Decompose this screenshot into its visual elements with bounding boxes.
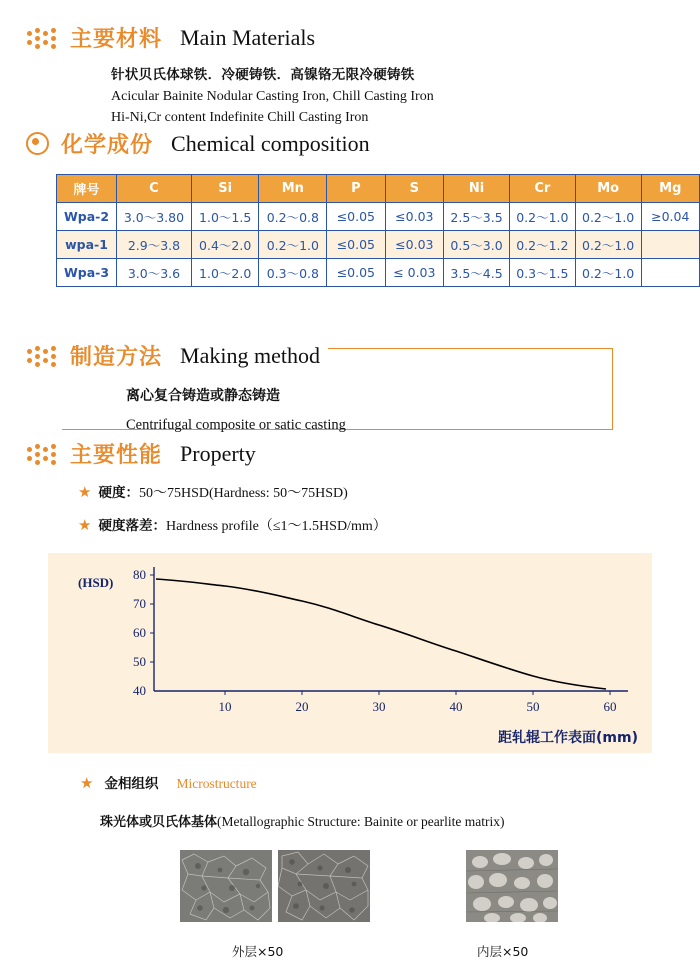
y-tick-80: 80 bbox=[133, 567, 146, 582]
column-header-s: S bbox=[385, 175, 444, 203]
microstructure-image-outer-2 bbox=[278, 850, 370, 922]
cell-mn: 0.3～0.8 bbox=[259, 259, 327, 287]
cell-mg: ≥0.04 bbox=[641, 203, 699, 231]
property-item-cn: 硬度落差： bbox=[98, 518, 166, 534]
dots-icon bbox=[26, 28, 60, 48]
property-title-en: Property bbox=[180, 440, 256, 466]
column-header-p: P bbox=[327, 175, 385, 203]
y-tick-50: 50 bbox=[133, 654, 146, 669]
making-method-body-en: Centrifugal composite or satic casting bbox=[126, 417, 346, 433]
cell-s: ≤0.03 bbox=[385, 231, 444, 259]
microstructure-title-en: Microstructure bbox=[176, 776, 257, 791]
cell-p: ≤0.05 bbox=[327, 231, 385, 259]
hardness-profile-chart bbox=[48, 553, 652, 753]
chart-line-series-1 bbox=[156, 579, 606, 689]
making-method-title-en: Making method bbox=[180, 342, 320, 368]
chart-svg bbox=[48, 553, 652, 753]
microstructure-caption-inner: 内层×50 bbox=[477, 944, 529, 959]
table-row bbox=[57, 259, 700, 287]
column-header-si: Si bbox=[191, 175, 259, 203]
cell-cr: 0.3～1.5 bbox=[509, 259, 575, 287]
main-materials-heading bbox=[26, 22, 686, 53]
star-icon: ★ bbox=[80, 775, 94, 792]
chemical-composition-table bbox=[56, 174, 700, 287]
micrograph-svg bbox=[180, 850, 272, 922]
cell-cr: 0.2～1.0 bbox=[509, 203, 575, 231]
y-tick-40: 40 bbox=[133, 683, 146, 698]
microstructure-caption-outer: 外层×50 bbox=[232, 944, 284, 959]
microstructure-image-outer-1 bbox=[180, 850, 272, 922]
cell-p: ≤0.05 bbox=[327, 203, 385, 231]
star-icon: ★ bbox=[78, 485, 92, 502]
microstructure-title-cn: 金相组织 bbox=[104, 776, 159, 792]
property-item-en: Hardness profile（≤1～1.5HSD/mm） bbox=[165, 519, 387, 534]
property-heading bbox=[26, 438, 686, 469]
chemical-title-cn: 化学成份 bbox=[61, 133, 154, 158]
cell-grade: Wpa-2 bbox=[57, 203, 117, 231]
column-header-cr: Cr bbox=[509, 175, 575, 203]
microstructure-image-inner bbox=[466, 850, 558, 922]
y-tick-60: 60 bbox=[133, 625, 146, 640]
cell-mo: 0.2～1.0 bbox=[575, 231, 641, 259]
column-header-mo: Mo bbox=[575, 175, 641, 203]
making-method-title-cn: 制造方法 bbox=[70, 345, 163, 370]
column-header-mn: Mn bbox=[259, 175, 327, 203]
x-tick-20: 20 bbox=[295, 699, 309, 714]
chart-y-axis-label: (HSD) bbox=[78, 575, 114, 590]
making-method-body bbox=[26, 371, 686, 434]
column-header-c: C bbox=[117, 175, 192, 203]
star-icon: ★ bbox=[78, 518, 92, 535]
column-header-grade: 牌号 bbox=[57, 175, 117, 203]
circle-target-icon bbox=[26, 132, 49, 155]
micrograph-svg bbox=[278, 850, 370, 922]
chemical-title-en: Chemical composition bbox=[171, 130, 370, 156]
microstructure-heading bbox=[80, 772, 680, 793]
cell-mn: 0.2～0.8 bbox=[259, 203, 327, 231]
chart-x-axis-label: 距轧辊工作表面(mm) bbox=[498, 730, 638, 746]
main-materials-line-cn: 针状贝氏体球铁．冷硬铸铁．高镍铬无限冷硬铸铁 bbox=[111, 67, 415, 83]
table-row bbox=[57, 231, 700, 259]
main-materials-title-cn: 主要材料 bbox=[70, 27, 163, 52]
cell-mo: 0.2～1.0 bbox=[575, 203, 641, 231]
main-materials-line-en2: Hi-Ni,Cr content Indefinite Chill Casting Iron bbox=[111, 110, 369, 125]
chemical-heading bbox=[26, 128, 686, 159]
property-item-en: 50～75HSD(Hardness: 50～75HSD) bbox=[138, 486, 348, 501]
property-title-cn: 主要性能 bbox=[70, 443, 163, 468]
list-item bbox=[78, 514, 686, 535]
dots-icon bbox=[26, 346, 60, 366]
x-tick-40: 40 bbox=[449, 699, 463, 714]
cell-c: 3.0～3.80 bbox=[117, 203, 192, 231]
x-tick-10: 10 bbox=[218, 699, 232, 714]
making-method-heading bbox=[26, 340, 328, 371]
microstructure-images bbox=[0, 850, 700, 975]
section-property bbox=[26, 438, 686, 547]
cell-c: 2.9～3.8 bbox=[117, 231, 192, 259]
dots-icon bbox=[26, 444, 60, 464]
cell-si: 0.4～2.0 bbox=[191, 231, 259, 259]
list-item bbox=[78, 481, 686, 502]
table-header-row bbox=[57, 175, 700, 203]
table-row bbox=[57, 203, 700, 231]
main-materials-body bbox=[26, 63, 686, 126]
cell-s: ≤0.03 bbox=[385, 203, 444, 231]
cell-s: ≤ 0.03 bbox=[385, 259, 444, 287]
cell-si: 1.0～1.5 bbox=[191, 203, 259, 231]
cell-si: 1.0～2.0 bbox=[191, 259, 259, 287]
y-tick-70: 70 bbox=[133, 596, 146, 611]
section-chemical-composition bbox=[26, 128, 686, 159]
making-method-body-cn: 离心复合铸造或静态铸造 bbox=[126, 388, 280, 404]
x-tick-60: 60 bbox=[603, 699, 617, 714]
cell-mo: 0.2～1.0 bbox=[575, 259, 641, 287]
section-microstructure bbox=[80, 772, 680, 830]
micrograph-svg bbox=[466, 850, 558, 922]
cell-ni: 3.5～4.5 bbox=[444, 259, 510, 287]
microstructure-subtitle-cn: 珠光体或贝氏体基体 bbox=[100, 815, 218, 830]
cell-p: ≤0.05 bbox=[327, 259, 385, 287]
x-tick-30: 30 bbox=[372, 699, 386, 714]
cell-cr: 0.2～1.2 bbox=[509, 231, 575, 259]
x-tick-50: 50 bbox=[526, 699, 540, 714]
cell-ni: 2.5～3.5 bbox=[444, 203, 510, 231]
microstructure-subtitle-en: (Metallographic Structure: Bainite or pearlite matrix) bbox=[217, 814, 505, 829]
main-materials-line-en1: Acicular Bainite Nodular Casting Iron, Chill Casting Iron bbox=[111, 89, 434, 104]
section-making-method bbox=[26, 340, 686, 434]
property-item-cn: 硬度： bbox=[98, 485, 139, 501]
cell-mn: 0.2～1.0 bbox=[259, 231, 327, 259]
column-header-ni: Ni bbox=[444, 175, 510, 203]
cell-grade: wpa-1 bbox=[57, 231, 117, 259]
property-list bbox=[26, 481, 686, 535]
section-main-materials bbox=[26, 22, 686, 126]
cell-mg bbox=[641, 231, 699, 259]
main-materials-title-en: Main Materials bbox=[180, 24, 316, 50]
microstructure-subtitle bbox=[80, 811, 680, 830]
cell-c: 3.0～3.6 bbox=[117, 259, 192, 287]
column-header-mg: Mg bbox=[641, 175, 699, 203]
cell-grade: Wpa-3 bbox=[57, 259, 117, 287]
cell-ni: 0.5～3.0 bbox=[444, 231, 510, 259]
cell-mg bbox=[641, 259, 699, 287]
